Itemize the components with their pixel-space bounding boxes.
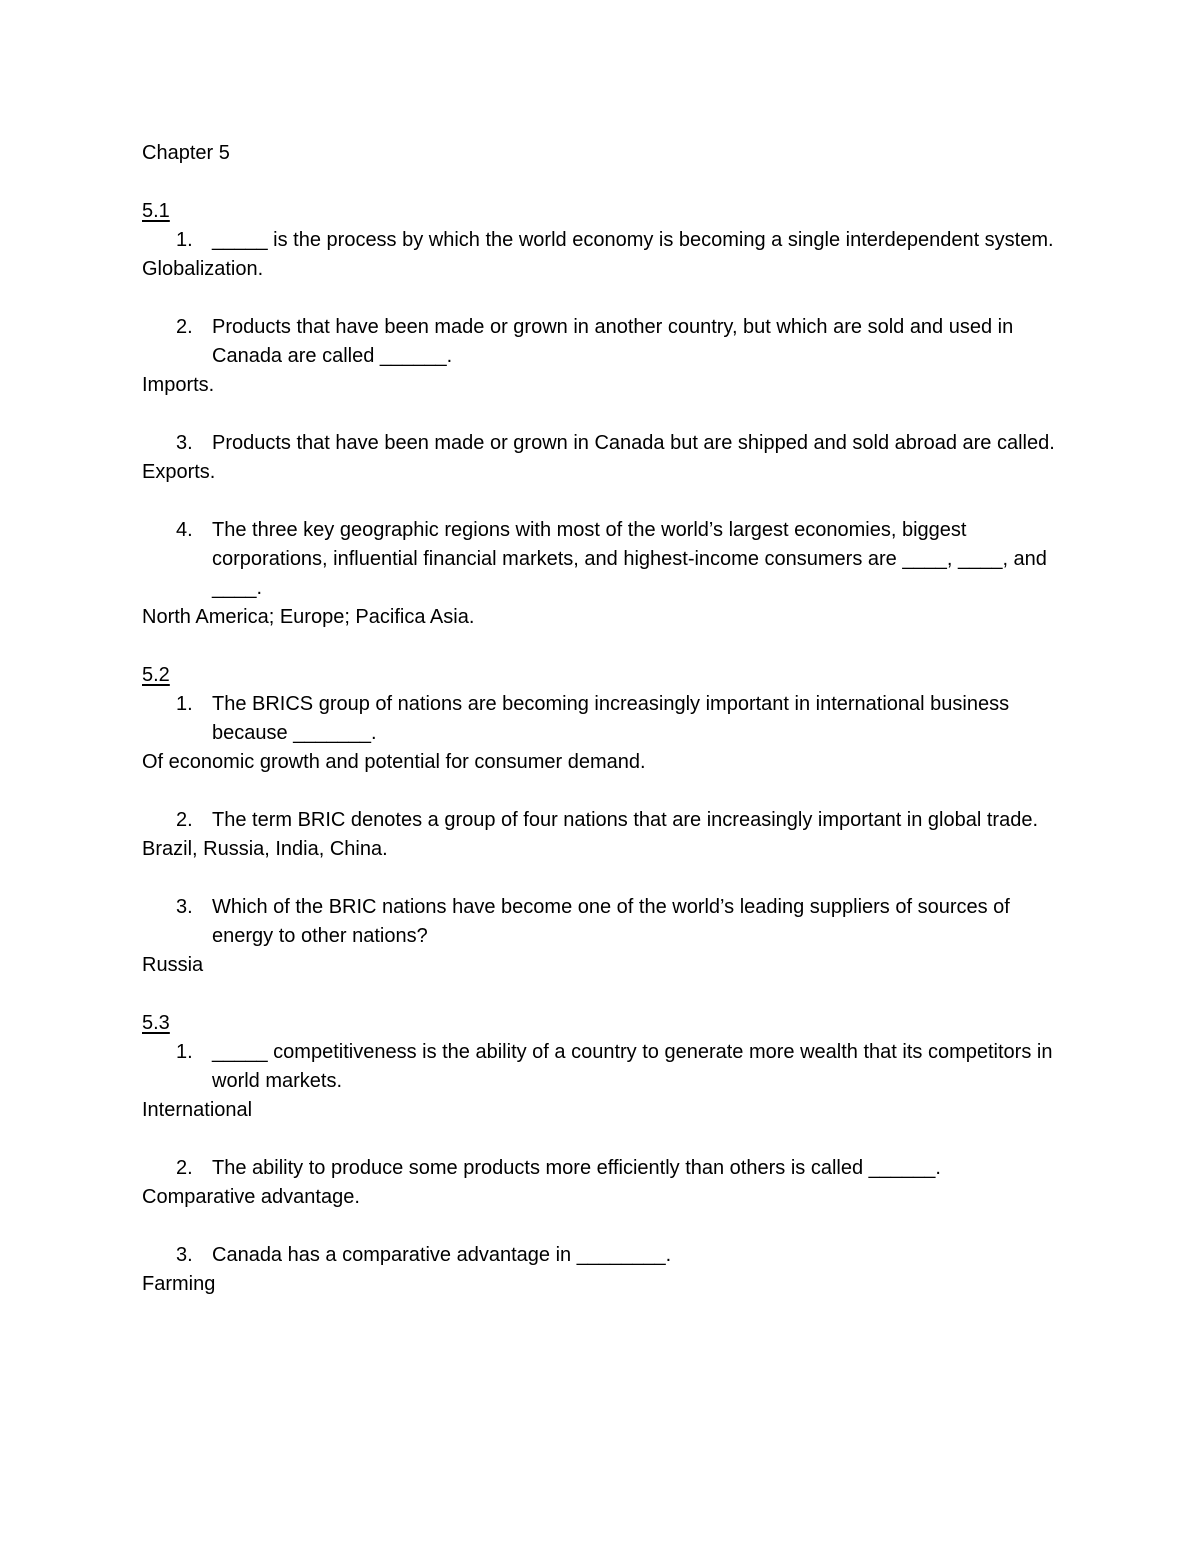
answer-text: Brazil, Russia, India, China. bbox=[142, 838, 388, 860]
spacer bbox=[142, 168, 1072, 197]
spacer bbox=[142, 400, 1072, 429]
question-item bbox=[142, 1241, 1072, 1270]
answer-text: Globalization. bbox=[142, 258, 264, 280]
question-number: 2. bbox=[176, 809, 193, 831]
question-number: 2. bbox=[176, 316, 193, 338]
question-text: The ability to produce some products more efficiently than others is called ______. bbox=[212, 1157, 941, 1179]
question-text: Canada has a comparative advantage in ________. bbox=[212, 1244, 672, 1266]
question-number: 1. bbox=[176, 1041, 193, 1063]
document-body bbox=[142, 139, 1072, 1299]
spacer bbox=[142, 777, 1072, 806]
question-number: 2. bbox=[176, 1157, 193, 1179]
question-item bbox=[142, 1154, 1072, 1183]
section-5-3 bbox=[142, 1009, 1072, 1299]
answer-text: International bbox=[142, 1099, 253, 1121]
spacer bbox=[142, 1125, 1072, 1154]
question-text: _____ is the process by which the world economy is becoming a single interdependent system. bbox=[212, 229, 1054, 251]
question-number: 4. bbox=[176, 519, 193, 541]
section-heading: 5.3 bbox=[142, 1012, 170, 1034]
section-heading: 5.2 bbox=[142, 664, 170, 686]
question-item bbox=[142, 806, 1072, 835]
answer-text: Russia bbox=[142, 954, 204, 976]
question-text: The BRICS group of nations are becoming increasingly important in international business because _______. bbox=[212, 693, 1010, 744]
question-number: 1. bbox=[176, 229, 193, 251]
question-item bbox=[142, 313, 1072, 371]
question-number: 3. bbox=[176, 896, 193, 918]
question-item bbox=[142, 893, 1072, 951]
answer-text: Farming bbox=[142, 1273, 216, 1295]
question-item bbox=[142, 516, 1072, 603]
answer-text: North America; Europe; Pacifica Asia. bbox=[142, 606, 475, 628]
question-item bbox=[142, 690, 1072, 748]
answer-text: Exports. bbox=[142, 461, 216, 483]
page-title: Chapter 5 bbox=[142, 142, 230, 164]
section-5-1 bbox=[142, 197, 1072, 661]
question-number: 3. bbox=[176, 1244, 193, 1266]
spacer bbox=[142, 487, 1072, 516]
section-heading: 5.1 bbox=[142, 200, 170, 222]
spacer bbox=[142, 1212, 1072, 1241]
question-item bbox=[142, 429, 1072, 458]
question-number: 3. bbox=[176, 432, 193, 454]
spacer bbox=[142, 632, 1072, 661]
spacer bbox=[142, 284, 1072, 313]
question-text: Products that have been made or grown in Canada but are shipped and sold abroad are called. bbox=[212, 432, 1055, 454]
answer-text: Comparative advantage. bbox=[142, 1186, 360, 1208]
section-5-2 bbox=[142, 661, 1072, 1009]
spacer bbox=[142, 980, 1072, 1009]
question-item bbox=[142, 226, 1072, 255]
spacer bbox=[142, 864, 1072, 893]
question-text: The term BRIC denotes a group of four nations that are increasingly important in global trade. bbox=[212, 809, 1039, 831]
question-text: Products that have been made or grown in another country, but which are sold and used in Canada are called ______. bbox=[212, 316, 1014, 367]
question-text: Which of the BRIC nations have become one of the world’s leading suppliers of sources of energy to other nations? bbox=[212, 896, 1010, 947]
answer-text: Of economic growth and potential for consumer demand. bbox=[142, 751, 646, 773]
answer-text: Imports. bbox=[142, 374, 215, 396]
question-item bbox=[142, 1038, 1072, 1096]
question-text: _____ competitiveness is the ability of a country to generate more wealth that its competitors in world markets. bbox=[212, 1041, 1053, 1092]
question-text: The three key geographic regions with most of the world’s largest economies, biggest corporations, influential financial markets, and highest-income consumers are ____, ____, and ____. bbox=[212, 519, 1047, 599]
question-number: 1. bbox=[176, 693, 193, 715]
